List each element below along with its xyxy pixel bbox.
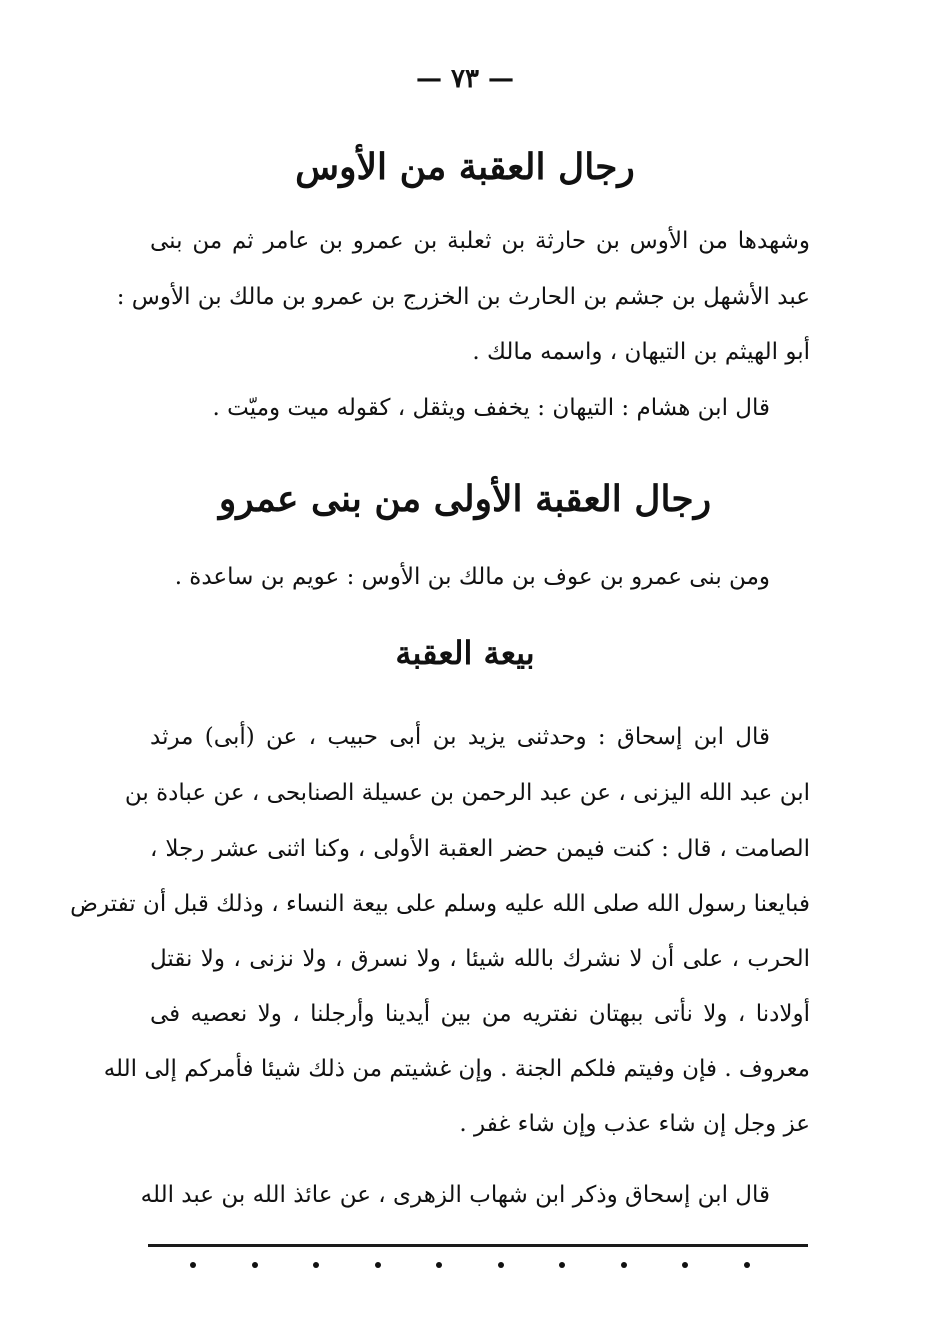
paragraph-line: قال ابن إسحاق : وحدثنى يزيد بن أبى حبيب ، عن (أبى) مرثد xyxy=(150,724,770,750)
footer-dot xyxy=(190,1262,196,1268)
paragraph-line: فبايعنا رسول الله صلى الله عليه وسلم على بيعة النساء ، وذلك قبل أن تفترض xyxy=(70,891,810,917)
footer-dot xyxy=(559,1262,565,1268)
paragraph-line: أبو الهيثم بن التيهان ، واسمه مالك . xyxy=(472,339,810,365)
paragraph-line: الصامت ، قال : كنت فيمن حضر العقبة الأولى ، وكنا اثنى عشر رجلا ، xyxy=(150,836,810,862)
footer-dots xyxy=(190,1262,750,1268)
section-heading-aqaba-aws: رجال العقبة من الأوس xyxy=(295,146,635,188)
footer-rule xyxy=(148,1244,808,1247)
footer-dot xyxy=(436,1262,442,1268)
footer-dot xyxy=(313,1262,319,1268)
ibn-hisham-note: قال ابن هشام : التيهان : يخفف ويثقل ، كقوله ميت وميّت . xyxy=(212,395,770,421)
paragraph-line: عبد الأشهل بن جشم بن الحارث بن الخزرج بن عمرو بن مالك بن الأوس : xyxy=(116,284,810,310)
footer-dot xyxy=(682,1262,688,1268)
section-heading-bayat-aqaba: بيعة العقبة xyxy=(395,634,535,672)
footer-dot xyxy=(375,1262,381,1268)
section-heading-first-aqaba-amr: رجال العقبة الأولى من بنى عمرو xyxy=(218,478,712,520)
paragraph-line: وشهدها من الأوس بن حارثة بن ثعلبة بن عمرو بن عامر ثم من بنى xyxy=(150,228,810,254)
footer-dot xyxy=(498,1262,504,1268)
paragraph-line: الحرب ، على أن لا نشرك بالله شيئا ، ولا نسرق ، ولا نزنى ، ولا نقتل xyxy=(150,946,810,972)
footer-dot xyxy=(621,1262,627,1268)
paragraph-line: عز وجل إن شاء عذب وإن شاء غفر . xyxy=(459,1111,810,1137)
paragraph-line: قال ابن إسحاق وذكر ابن شهاب الزهرى ، عن عائذ الله بن عبد الله xyxy=(140,1182,770,1208)
page-number: — ٧٣ — xyxy=(415,64,515,94)
paragraph-line: أولادنا ، ولا نأتى ببهتان نفتريه من بين أيدينا وأرجلنا ، ولا نعصيه فى xyxy=(150,1001,811,1027)
paragraph-line: ومن بنى عمرو بن عوف بن مالك بن الأوس : عويم بن ساعدة . xyxy=(174,564,770,590)
footer-dot xyxy=(252,1262,258,1268)
paragraph-line: معروف . فإن وفيتم فلكم الجنة . وإن غشيتم من ذلك شيئا فأمركم إلى الله xyxy=(103,1056,810,1082)
paragraph-line: ابن عبد الله اليزنى ، عن عبد الرحمن بن عسيلة الصنابحى ، عن عبادة بن xyxy=(124,780,810,806)
footer-dot xyxy=(744,1262,750,1268)
